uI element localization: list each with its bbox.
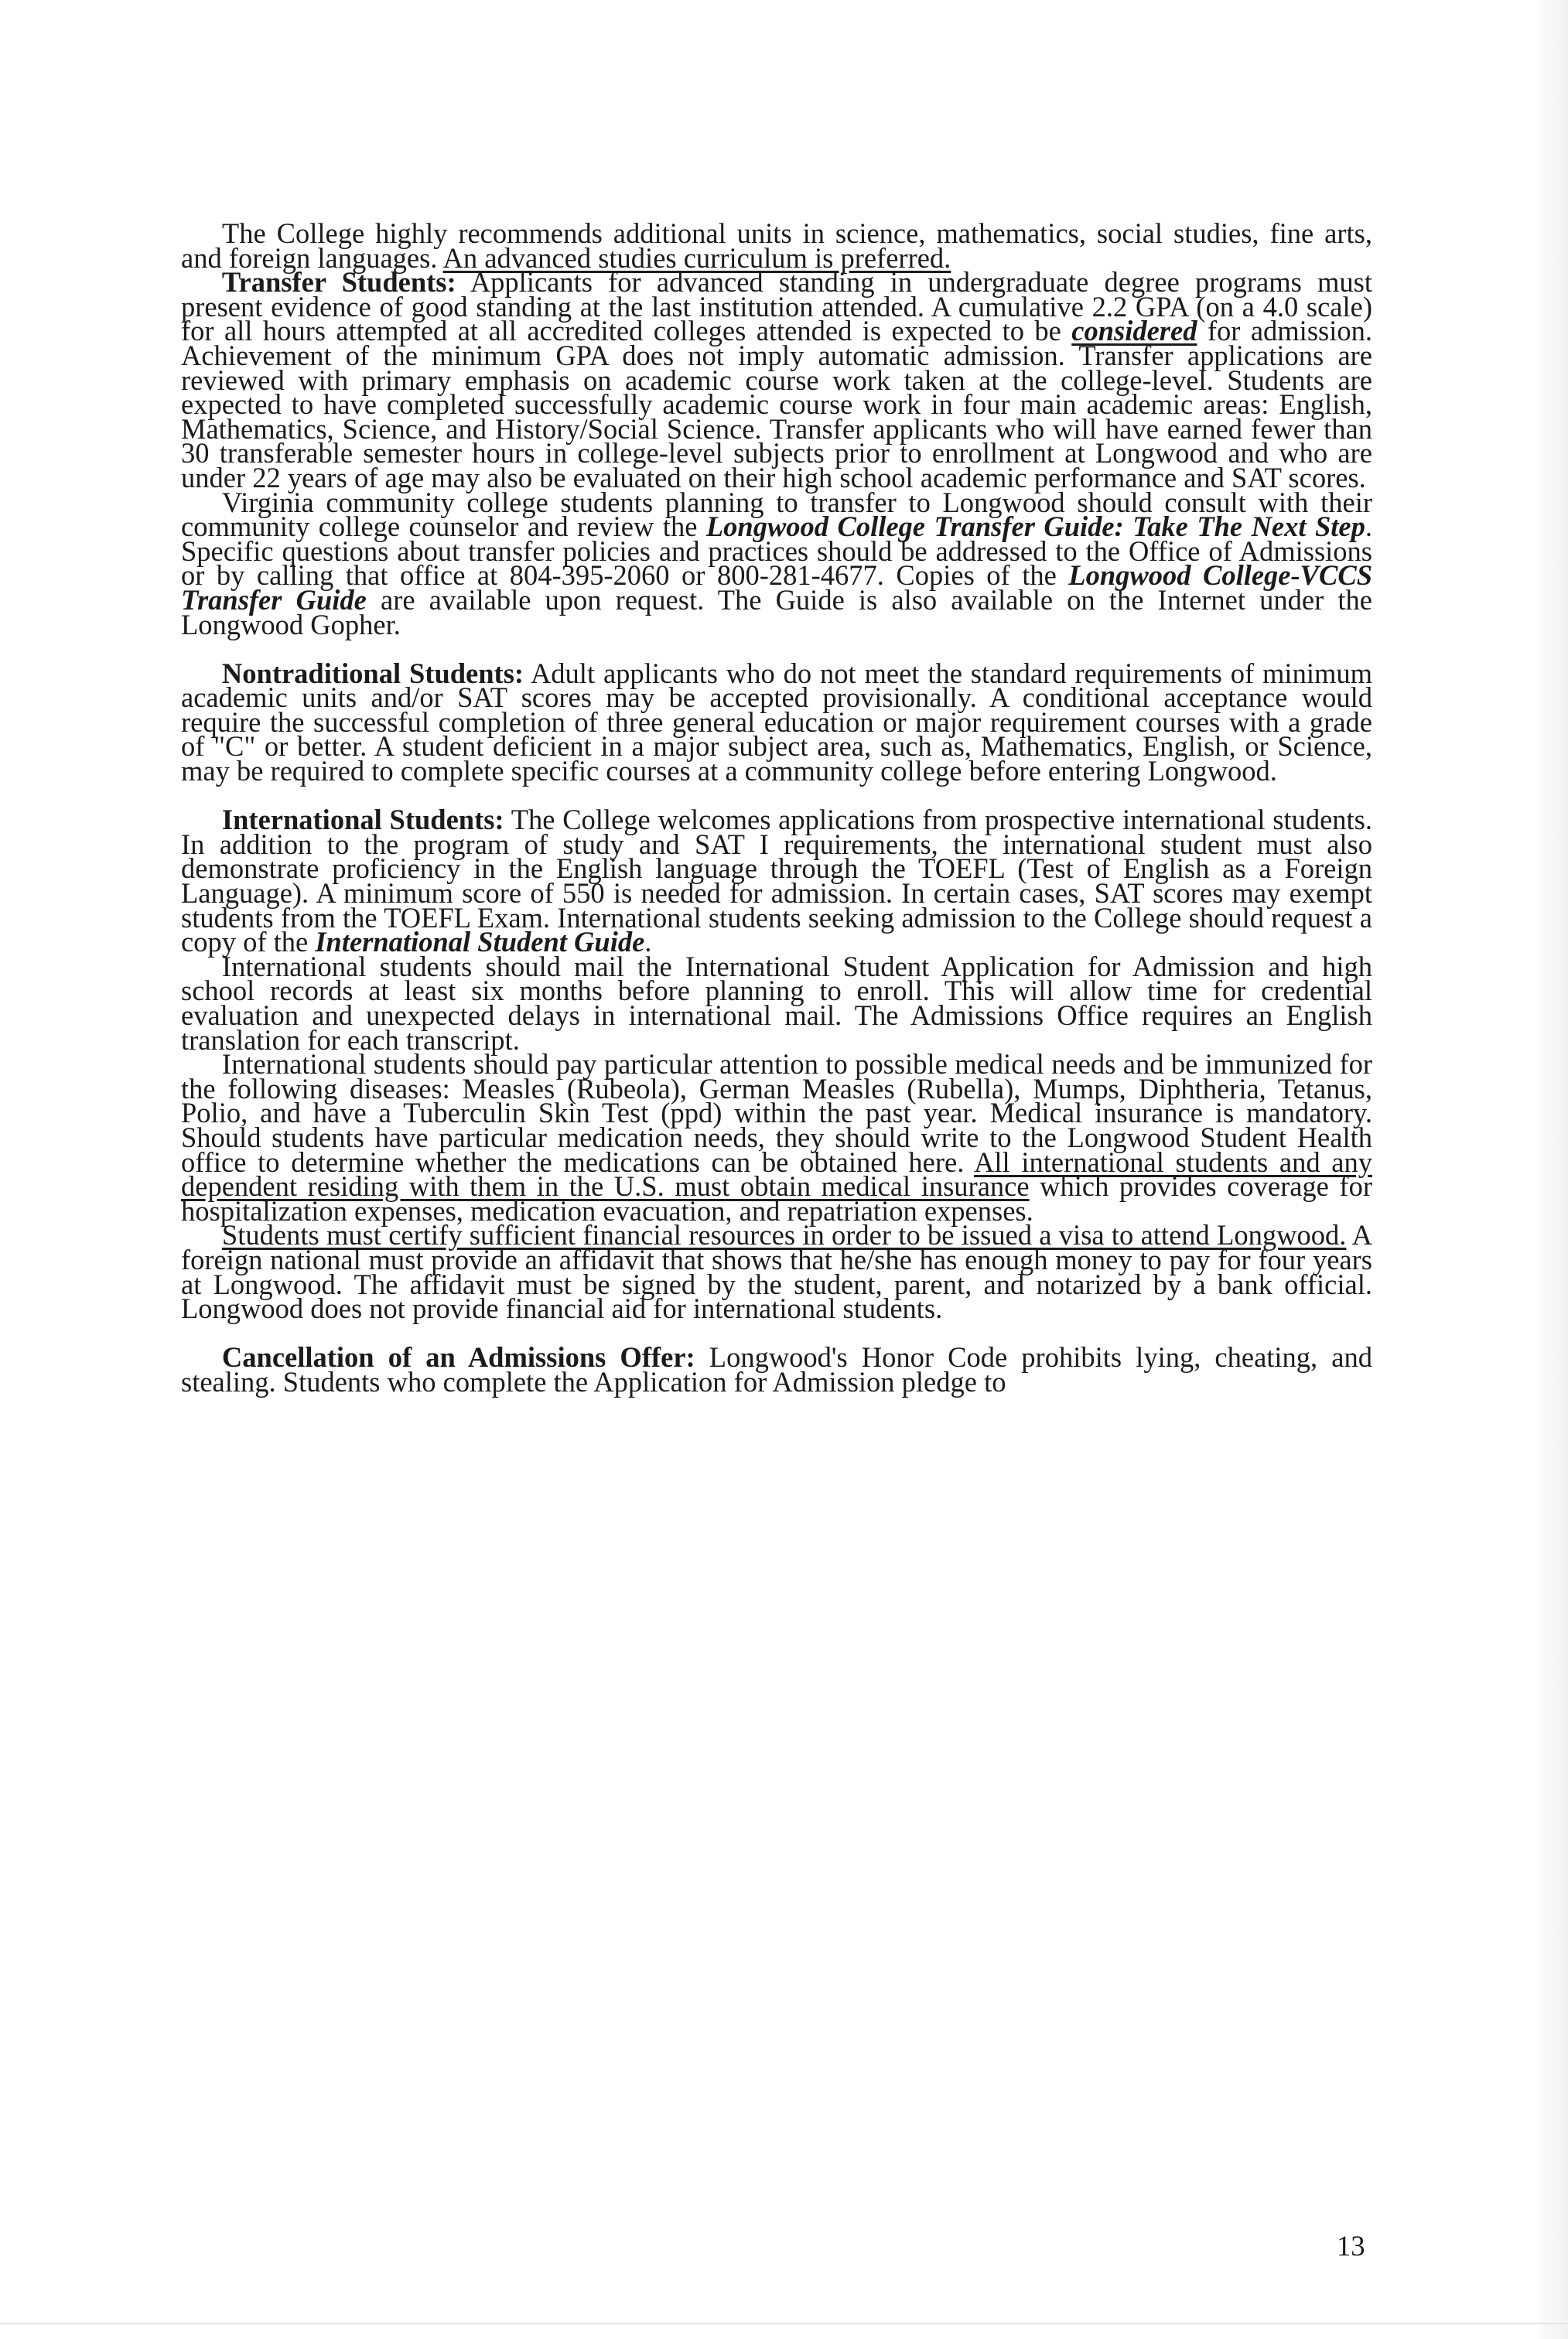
international-paragraph: International Students: The College welcomes applications from prospective international students. In addition to the program of study and SAT I requirements, the international student must also demonstrate proficiency in the English language through the TOEFL (Test of English as a Foreign Language). A minimum score of 550 is needed for admission. In certain cases, SAT scores may exempt students from the TOEFL Exam. International students seeking admission to the College should request a copy of the International Student Guide.: [181, 804, 1372, 958]
international-medical-paragraph: International students should pay particular attention to possible medical needs and be immunized for the following diseases: Measles (Rubeola), German Measles (Rubella), Mumps, Diphtheria, Tetanus, Polio, and have a Tuberculin Skin Test (ppd) within the past year. Medical insurance is mandatory. Should students have particular medication needs, they should write to the Longwood Student Health office to determine whether the medications can be obtained here. All international students and any dependent residing with them in the U.S. must obtain medical insurance which provides coverage for hospitalization expenses, medication evacuation, and repatriation expenses.: [181, 1048, 1372, 1227]
document-body: [181, 217, 1372, 1398]
vccs-guide-title: Longwood College-VCCS Transfer Guide: [181, 559, 1372, 616]
financial-requirement: Students must certify sufficient financial resources in order to be issued a visa to attend Longwood.: [221, 1219, 1347, 1251]
insurance-requirement: All international students and any dependent residing with them in the U.S. must obtain medical insurance: [181, 1146, 1372, 1203]
transfer-emphasis: considered: [1071, 315, 1197, 347]
intro-paragraph: The College highly recommends additional units in science, mathematics, social studies, fine arts, and foreign languages. An advanced studies curriculum is preferred.: [181, 217, 1372, 274]
transfer-guide-title: Longwood College Transfer Guide: Take The Next Step: [705, 510, 1365, 543]
transfer-heading: Transfer Students:: [221, 266, 456, 299]
cancellation-paragraph: Cancellation of an Admissions Offer: Longwood's Honor Code prohibits lying, cheating, and stealing. Students who complete the Application for Admission pledge to: [181, 1341, 1372, 1398]
international-guide-title: International Student Guide: [315, 926, 645, 958]
intro-underlined: An advanced studies curriculum is preferred.: [442, 241, 951, 274]
international-financial-paragraph: Students must certify sufficient financial resources in order to be issued a visa to attend Longwood. A foreign national must provide an affidavit that shows that he/she has enough money to pay for four years at Longwood. The affidavit must be signed by the student, parent, and notarized by a bank official. Longwood does not provide financial aid for international students.: [181, 1219, 1372, 1325]
page-number: 13: [1337, 2230, 1365, 2262]
virginia-paragraph: Virginia community college students planning to transfer to Longwood should consult with their community college counselor and review the Longwood College Transfer Guide: Take The Next Step. Specific questions about transfer policies and practices should be addressed to the Office of Admissions or by calling that office at 804-395-2060 or 800-281-4677. Copies of the Longwood College-VCCS Transfer Guide are available upon request. The Guide is also available on the Internet under the Longwood Gopher.: [181, 486, 1372, 640]
page-edge-shadow: [1539, 0, 1568, 2339]
nontraditional-paragraph: Nontraditional Students: Adult applicants who do not meet the standard requirements of minimum academic units and/or SAT scores may be accepted provisionally. A conditional acceptance would require the successful completion of three general education or major requirement courses with a grade of "C" or better. A student deficient in a major subject area, such as, Mathematics, English, or Science, may be required to complete specific courses at a community college before entering Longwood.: [181, 657, 1372, 787]
bottom-edge-rule: [0, 2323, 1568, 2324]
international-heading: International Students:: [221, 804, 504, 836]
international-mail-paragraph: International students should mail the International Student Application for Admission and high school records at least six months before planning to enroll. This will allow time for credential evaluation and unexpected delays in international mail. The Admissions Office requires an English translation for each transcript.: [181, 950, 1372, 1056]
transfer-paragraph: Transfer Students: Applicants for advanced standing in undergraduate degree programs must present evidence of good standing at the last institution attended. A cumulative 2.2 GPA (on a 4.0 scale) for all hours attempted at all accredited colleges attended is expected to be considered for admission. Achievement of the minimum GPA does not imply automatic admission. Transfer applications are reviewed with primary emphasis on academic course work taken at the college-level. Students are expected to have completed successfully academic course work in four main academic areas: English, Mathematics, Science, and History/Social Science. Transfer applicants who will have earned fewer than 30 transferable semester hours in college-level subjects prior to enrollment at Longwood and who are under 22 years of age may also be evaluated on their high school academic performance and SAT scores.: [181, 266, 1372, 493]
nontraditional-heading: Nontraditional Students:: [221, 657, 524, 689]
cancellation-heading: Cancellation of an Admissions Offer:: [221, 1341, 695, 1374]
